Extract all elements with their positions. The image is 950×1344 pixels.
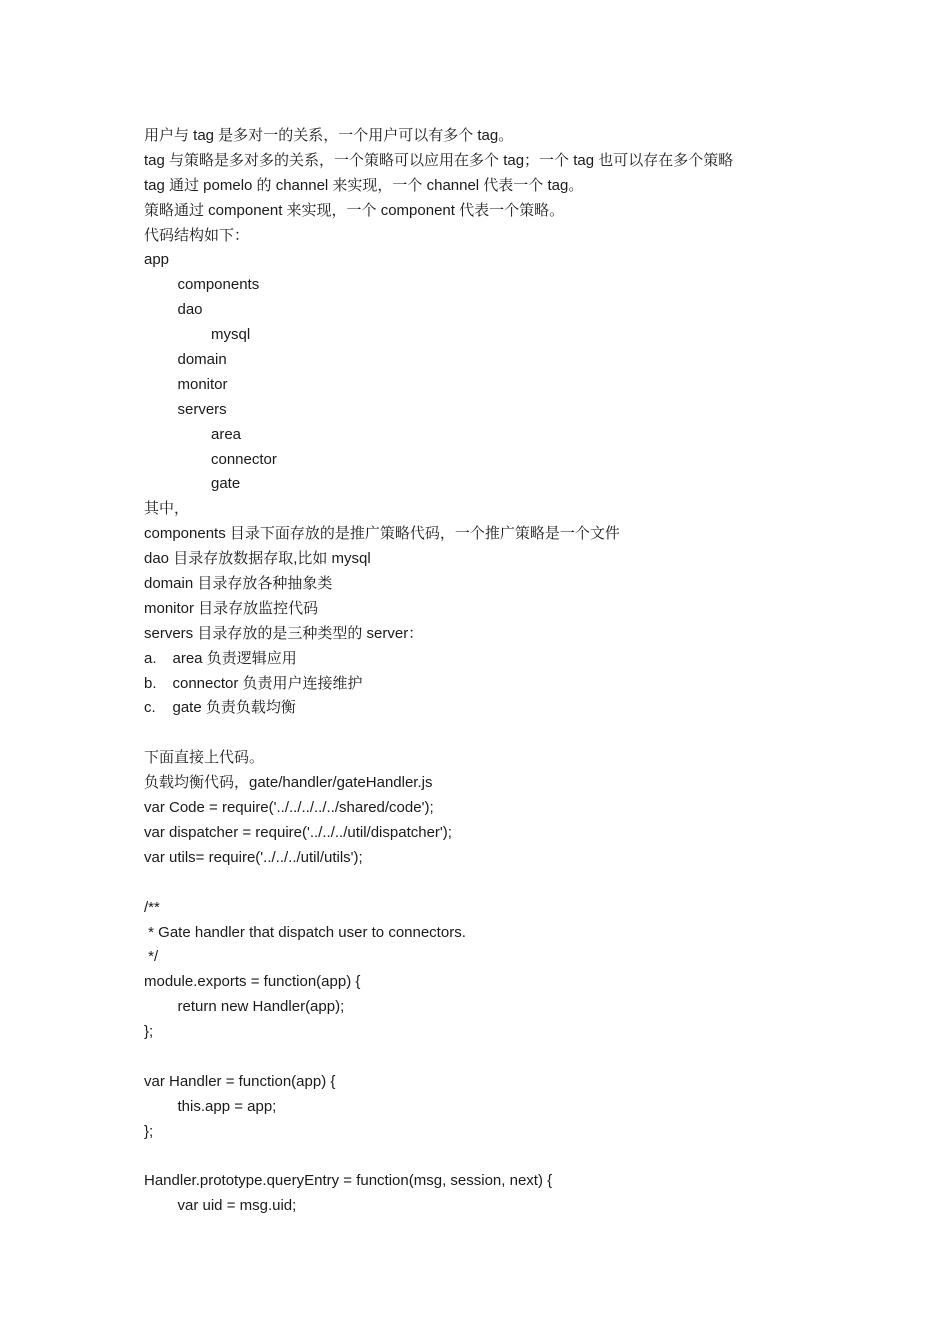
list-marker: a. bbox=[144, 649, 157, 667]
explain-components: components 目录下面存放的是推广策略代码，一个推广策略是一个文件 bbox=[144, 525, 620, 543]
directory-tree bbox=[144, 248, 824, 497]
tree-components: components bbox=[177, 276, 260, 294]
tree-servers: servers bbox=[177, 400, 227, 418]
code-intro-line: 下面直接上代码。 bbox=[144, 749, 265, 767]
code-comment-line: * Gate handler that dispatch user to connectors. bbox=[144, 923, 466, 941]
code-line: var Code = require('../../../../../shared/code'); bbox=[144, 799, 434, 817]
blank-line bbox=[144, 1045, 824, 1070]
list-text: gate 负责负载均衡 bbox=[172, 699, 296, 717]
intro-line-3: tag 通过 pomelo 的 channel 来实现，一个 channel 代表一个 tag。 bbox=[144, 176, 584, 194]
server-type-list bbox=[144, 647, 824, 722]
explain-dao: dao 目录存放数据存取,比如 mysql bbox=[144, 550, 371, 568]
tree-app: app bbox=[144, 251, 170, 269]
list-marker: b. bbox=[144, 674, 157, 692]
explain-servers: servers 目录存放的是三种类型的 server： bbox=[144, 624, 424, 642]
list-marker: c. bbox=[144, 699, 156, 717]
code-line: }; bbox=[144, 1122, 154, 1140]
code-file-line: 负载均衡代码，gate/handler/gateHandler.js bbox=[144, 774, 433, 792]
intro-line-4: 策略通过 component 来实现，一个 component 代表一个策略。 bbox=[144, 201, 565, 219]
explain-domain: domain 目录存放各种抽象类 bbox=[144, 575, 333, 593]
code-line: }; bbox=[144, 1023, 154, 1041]
intro-line-2: tag 与策略是多对多的关系，一个策略可以应用在多个 tag；一个 tag 也可以存在多个策略 bbox=[144, 151, 734, 169]
blank-line bbox=[144, 721, 824, 746]
code-block bbox=[144, 796, 824, 1219]
list-item bbox=[144, 672, 824, 697]
tree-connector: connector bbox=[211, 450, 277, 468]
code-line: this.app = app; bbox=[177, 1097, 277, 1115]
blank-line bbox=[144, 1145, 824, 1170]
tree-domain: domain bbox=[177, 351, 227, 369]
tree-monitor: monitor bbox=[177, 375, 228, 393]
tree-mysql: mysql bbox=[211, 326, 251, 344]
list-text: connector 负责用户连接维护 bbox=[172, 674, 363, 692]
intro-line-1: 用户与 tag 是多对一的关系，一个用户可以有多个 tag。 bbox=[144, 127, 514, 144]
code-line: module.exports = function(app) { bbox=[144, 973, 361, 991]
tree-area: area bbox=[211, 425, 242, 443]
code-line: var utils= require('../../../util/utils'); bbox=[144, 848, 363, 866]
code-comment-line: */ bbox=[144, 948, 159, 966]
list-text: area 负责逻辑应用 bbox=[172, 649, 297, 667]
document-page bbox=[144, 124, 824, 1219]
code-line: var dispatcher = require('../../../util/dispatcher'); bbox=[144, 823, 452, 841]
blank-line bbox=[144, 871, 824, 896]
list-item bbox=[144, 647, 824, 672]
code-line: var uid = msg.uid; bbox=[177, 1197, 297, 1215]
code-line: return new Handler(app); bbox=[177, 998, 345, 1016]
code-line: Handler.prototype.queryEntry = function(msg, session, next) { bbox=[144, 1172, 553, 1190]
explain-monitor: monitor 目录存放监控代码 bbox=[144, 599, 319, 617]
list-item bbox=[144, 696, 824, 721]
tree-gate: gate bbox=[211, 475, 241, 493]
code-line: var Handler = function(app) { bbox=[144, 1072, 336, 1090]
code-comment-line: /** bbox=[144, 898, 160, 916]
structure-heading: 代码结构如下： bbox=[144, 226, 250, 244]
tree-dao: dao bbox=[177, 301, 203, 319]
explain-heading: 其中， bbox=[144, 500, 190, 518]
